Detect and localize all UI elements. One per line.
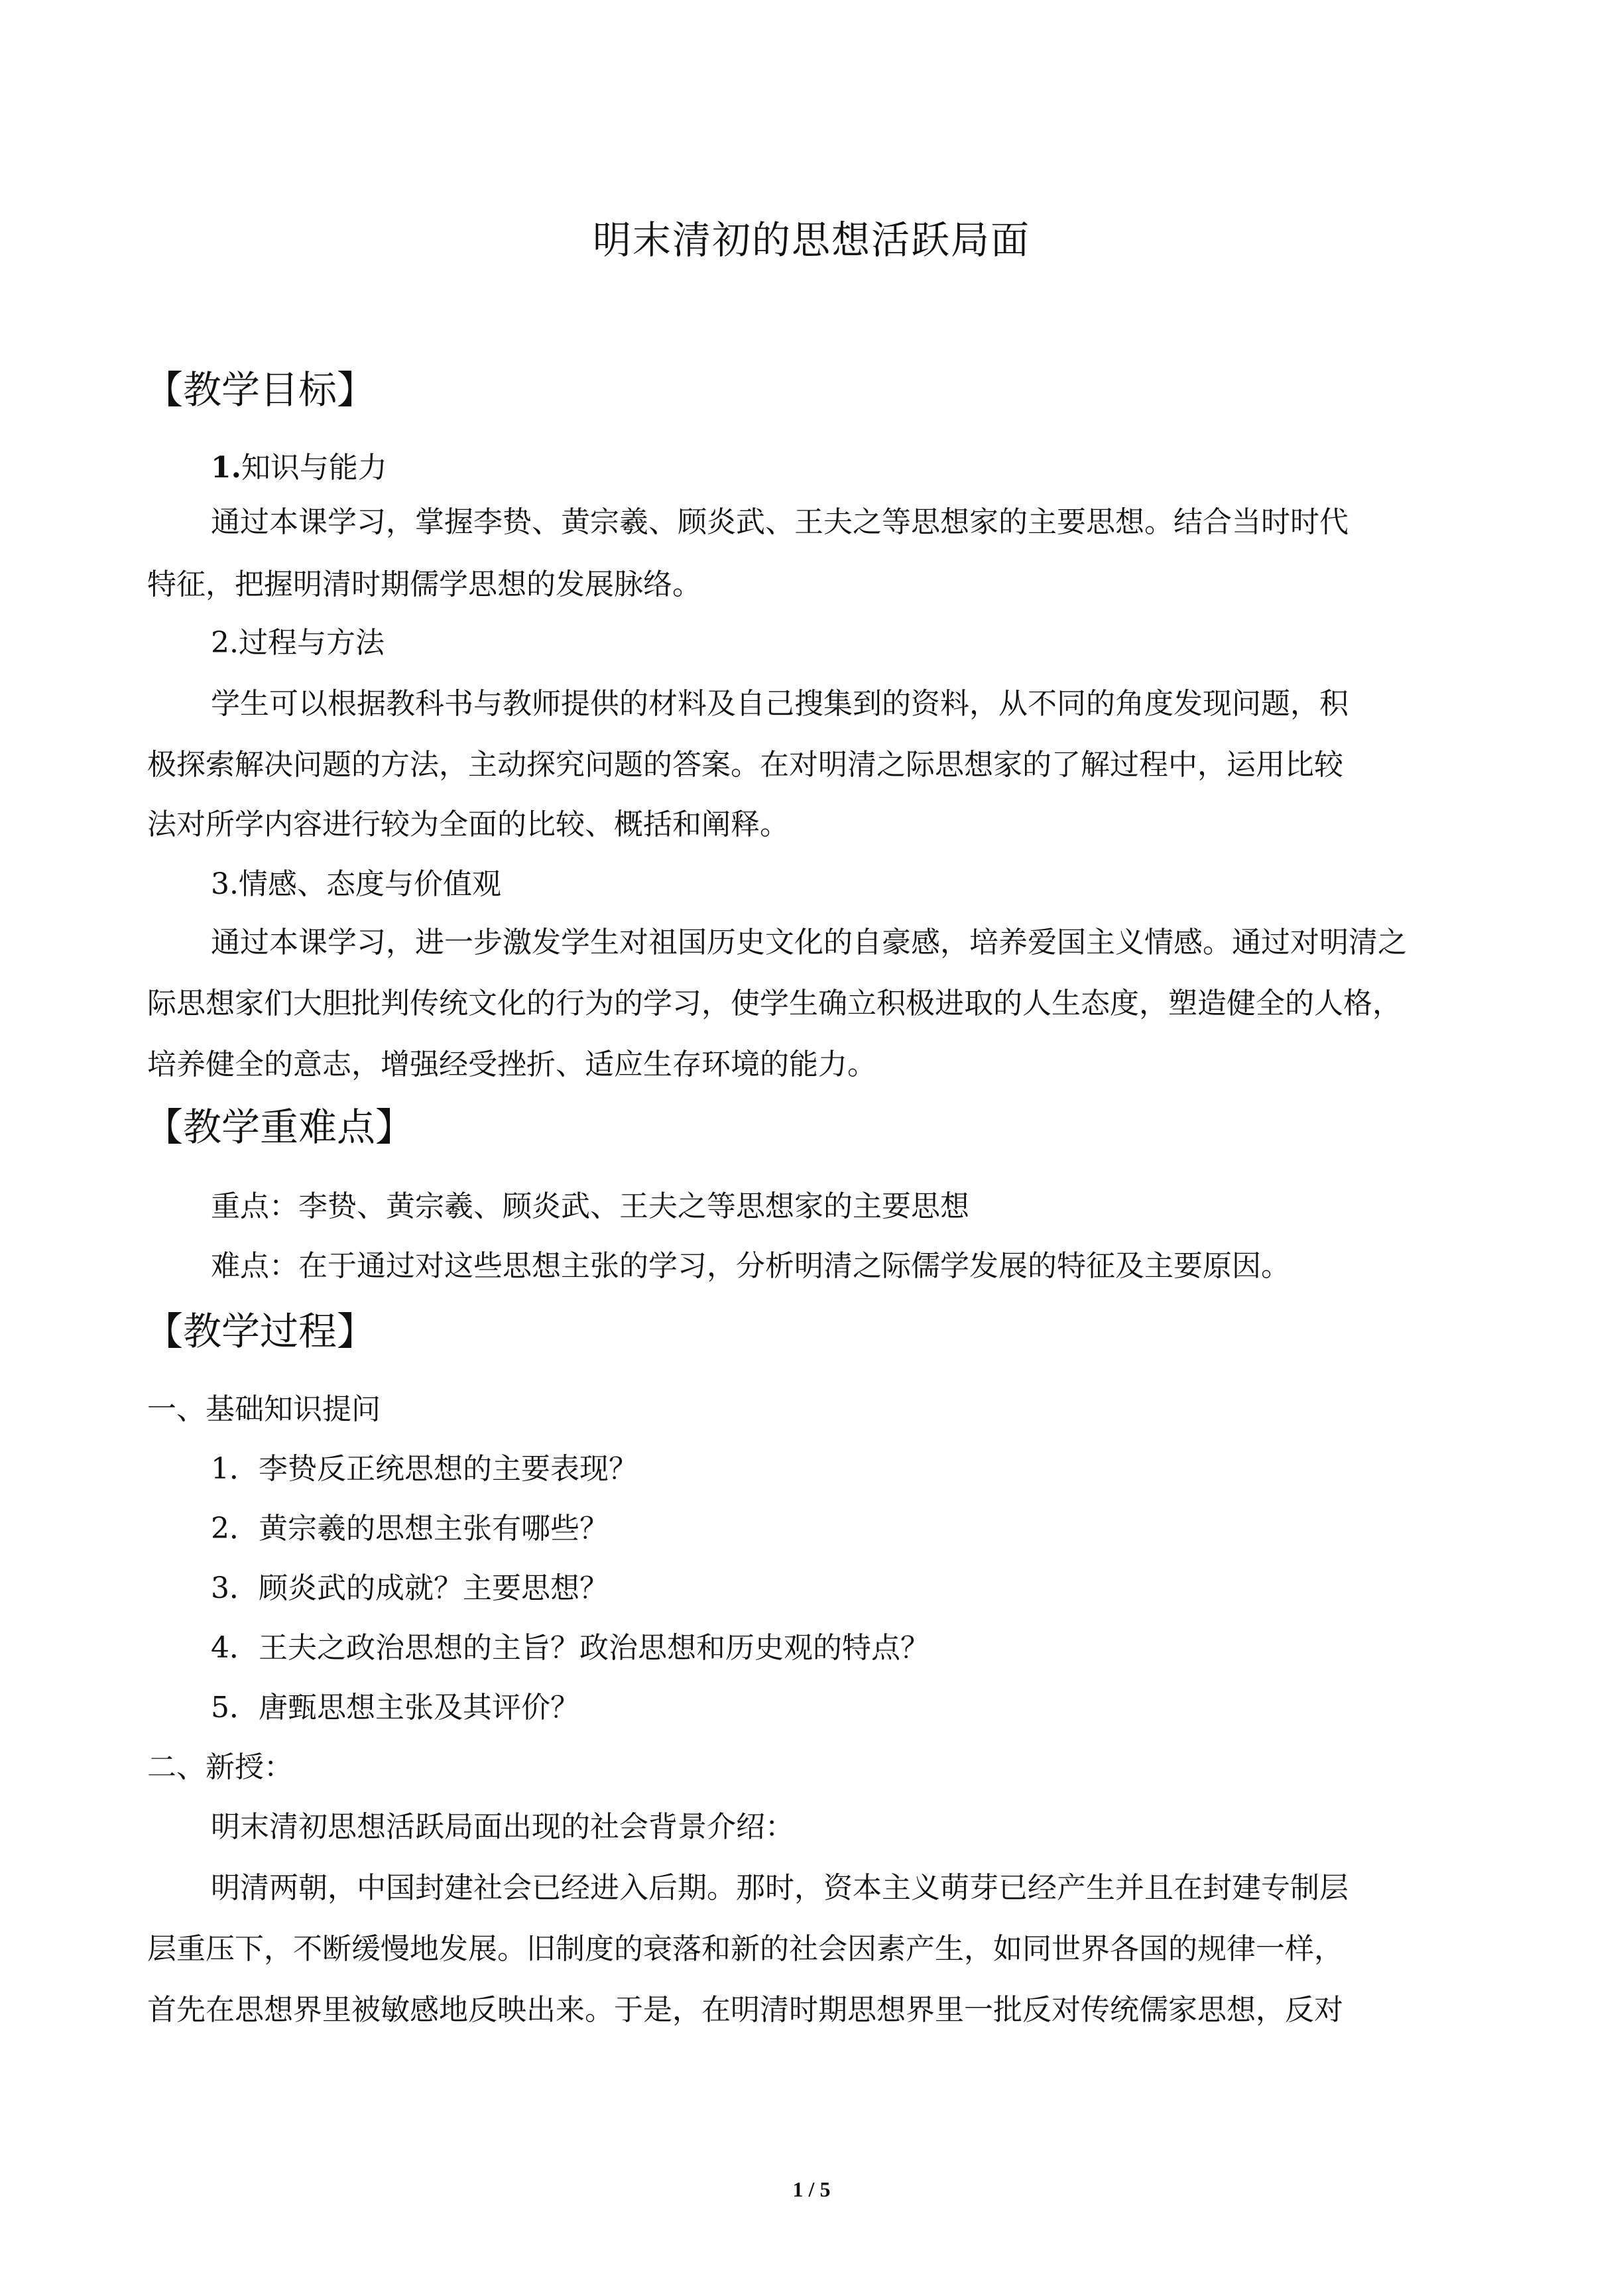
process-paragraph-line-3: 法对所学内容进行较为全面的比较、概括和阐释。 — [147, 808, 789, 841]
question-2: 2．黄宗羲的思想主张有哪些？ — [211, 1512, 609, 1545]
emotion-paragraph-line-2: 际思想家们大胆批判传统文化的行为的学习，使学生确立积极进取的人生态度，塑造健全的人格， — [147, 987, 1402, 1020]
document-title: 明末清初的思想活跃局面 — [592, 217, 1030, 263]
background-intro: 明末清初思想活跃局面出现的社会背景介绍： — [211, 1810, 794, 1844]
difficult-point: 难点：在于通过对这些思想主张的学习，分析明清之际儒学发展的特征及主要原因。 — [211, 1249, 1290, 1283]
process-label: 2.过程与方法 — [211, 626, 385, 660]
process-paragraph-line-1: 学生可以根据教科书与教师提供的材料及自己搜集到的资料，从不同的角度发现问题，积 — [211, 687, 1349, 721]
question-5: 5．唐甄思想主张及其评价？ — [211, 1691, 579, 1724]
part2-heading: 二、新授： — [147, 1750, 293, 1784]
keypoints-heading: 【教学重难点】 — [145, 1105, 414, 1150]
knowledge-paragraph-line-1: 通过本课学习，掌握李贽、黄宗羲、顾炎武、王夫之等思想家的主要思想。结合当时时代 — [211, 505, 1349, 539]
emotion-paragraph-line-1: 通过本课学习，进一步激发学生对祖国历史文化的自豪感，培养爱国主义情感。通过对明清之 — [211, 926, 1407, 959]
knowledge-label-line — [211, 448, 387, 488]
background-line-1: 明清两朝，中国封建社会已经进入后期。那时，资本主义萌芽已经产生并且在封建专制层 — [211, 1871, 1349, 1905]
background-line-2: 层重压下，不断缓慢地发展。旧制度的衰落和新的社会因素产生，如同世界各国的规律一样， — [147, 1932, 1343, 1966]
question-4: 4．王夫之政治思想的主旨？政治思想和历史观的特点？ — [211, 1631, 930, 1665]
objectives-heading: 【教学目标】 — [145, 367, 376, 412]
knowledge-paragraph-line-2: 特征，把握明清时期儒学思想的发展脉络。 — [147, 568, 701, 601]
page-number: 1 / 5 — [792, 2177, 831, 2201]
teaching-process-heading: 【教学过程】 — [145, 1309, 376, 1354]
question-1: 1．李贽反正统思想的主要表现？ — [211, 1452, 638, 1486]
emotion-paragraph-line-3: 培养健全的意志，增强经受挫折、适应生存环境的能力。 — [147, 1048, 876, 1081]
part1-heading: 一、基础知识提问 — [147, 1392, 381, 1426]
background-line-3: 首先在思想界里被敏感地反映出来。于是，在明清时期思想界里一批反对传统儒家思想，反对 — [147, 1993, 1343, 2027]
knowledge-label: 知识与能力 — [241, 451, 387, 485]
process-paragraph-line-2: 极探索解决问题的方法，主动探究问题的答案。在对明清之际思想家的了解过程中，运用比较 — [147, 748, 1343, 782]
knowledge-number: 1. — [211, 451, 241, 485]
key-point: 重点：李贽、黄宗羲、顾炎武、王夫之等思想家的主要思想 — [211, 1189, 969, 1223]
emotion-label: 3.情感、态度与价值观 — [211, 867, 501, 901]
question-3: 3．顾炎武的成就？主要思想？ — [211, 1571, 609, 1605]
